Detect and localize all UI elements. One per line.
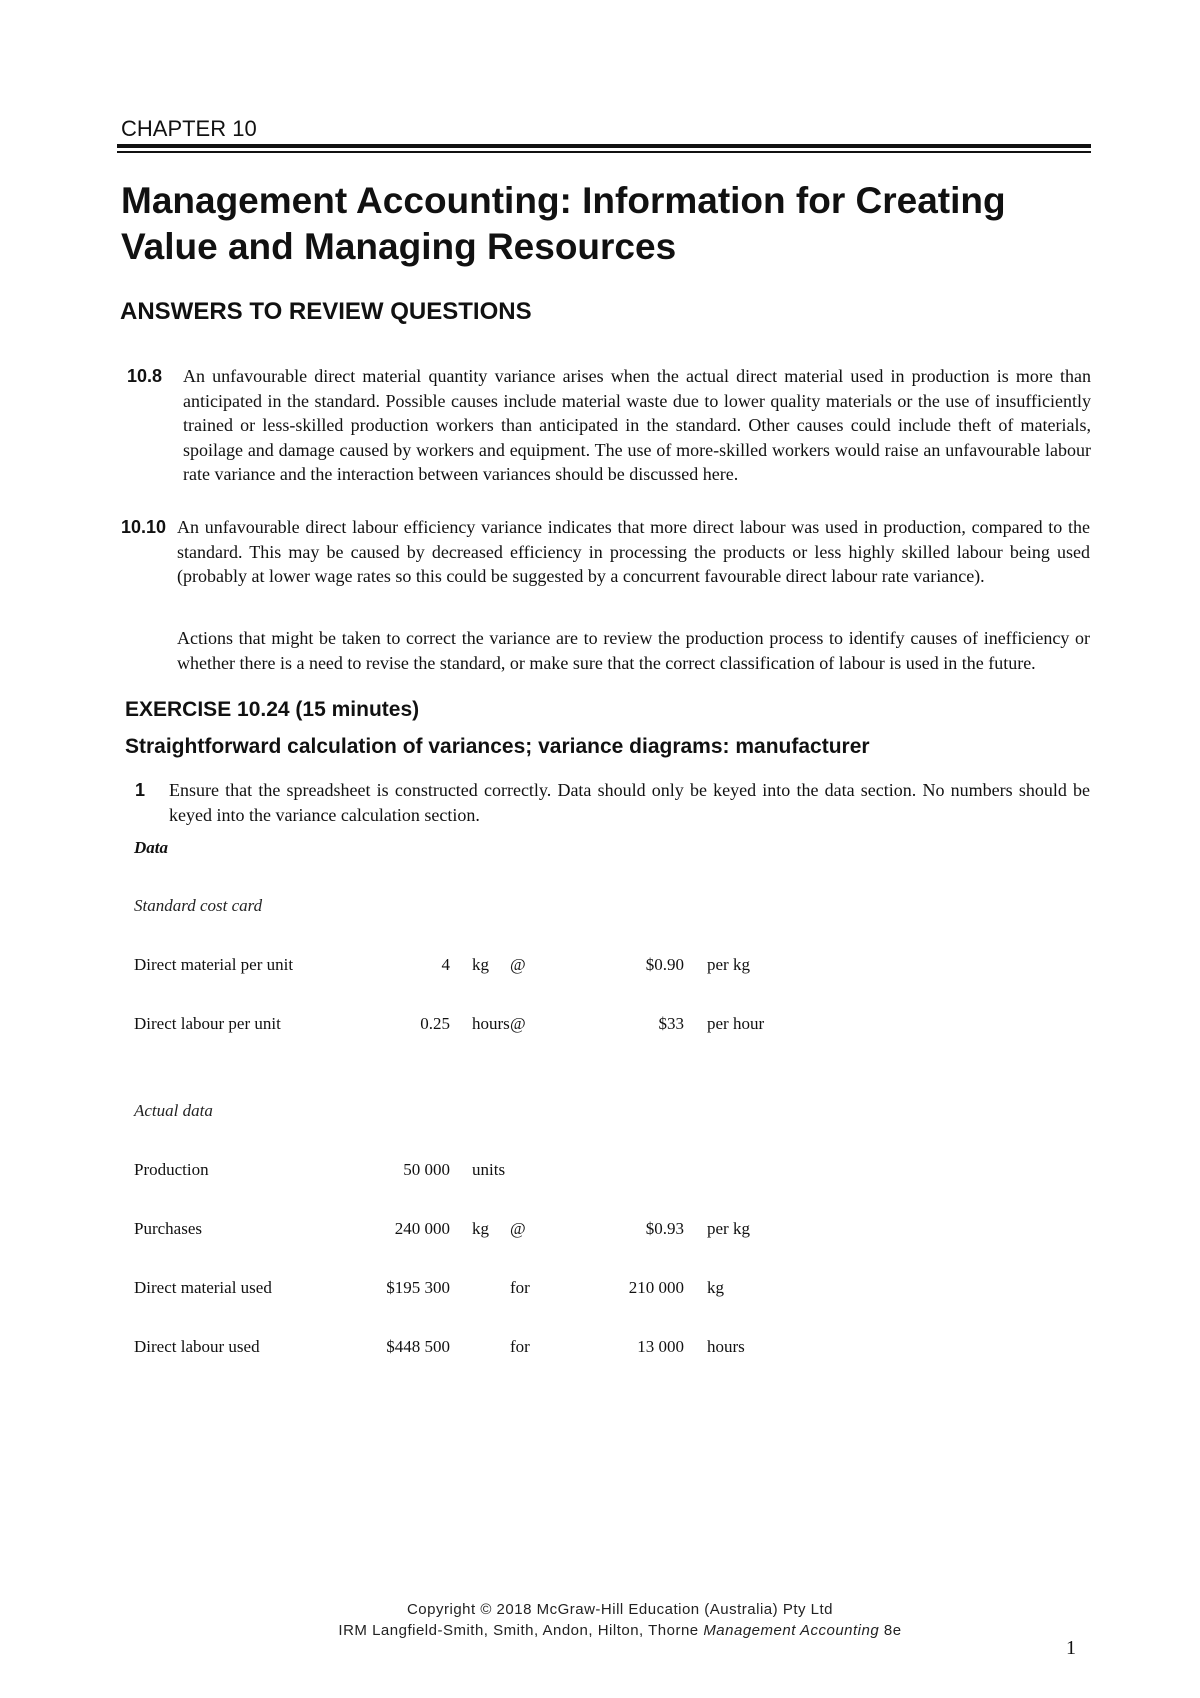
- exercise-item-text: Ensure that the spreadsheet is constructed correctly. Data should only be keyed into the data section. No numbers should be keyed into the variance calculation section.: [169, 780, 1090, 825]
- header-rule-thick: [117, 144, 1091, 148]
- question-number-10-8: 10.8: [127, 366, 163, 386]
- footer-copyright: Copyright © 2018 McGraw-Hill Education (Australia) Pty Ltd: [406, 1601, 834, 1618]
- footer-irm: [0, 1622, 1200, 1639]
- answer-10-10-paragraph-2: Actions that might be taken to correct the variance are to review the production process to identify causes of inefficiency or whether there is a need to revise the standard, or make sure that the correct classification of labour is used in the future.: [177, 628, 1090, 673]
- data-cell-label: Direct material used: [134, 1278, 272, 1297]
- chapter-label: CHAPTER 10: [121, 116, 257, 141]
- data-cell-per: kg: [707, 1278, 724, 1297]
- data-cell-amount: 50 000: [403, 1160, 450, 1179]
- answer-10-10-paragraph-1: An unfavourable direct labour efficiency variance indicates that more direct labour was used in production, compared to the standard. This may be caused by decreased efficiency in processing the products or less highly skilled labour being used (probably at lower wage rates so this could be suggested by a concurrent favourable direct labour rate variance).: [177, 517, 1090, 586]
- data-cell-amount: 0.25: [420, 1014, 450, 1033]
- data-cell-at: @: [510, 1219, 526, 1238]
- answer-10-8-paragraph: An unfavourable direct material quantity variance arises when the actual direct material used in production is more than anticipated in the standard. Possible causes include material waste due to lower quality materials or the use of insufficiently trained or less-skilled production workers than anticipated in the standard. Other causes could include theft of materials, spoilage and damage caused by workers and equipment. The use of more-skilled workers would raise an unfavourable labour rate variance and the interaction between variances should be discussed here.: [183, 366, 1091, 484]
- data-cell-label: Direct labour used: [134, 1337, 260, 1356]
- data-cell-unit: kg: [472, 1219, 489, 1238]
- data-cell-amount: 4: [441, 955, 450, 974]
- exercise-item-number: 1: [135, 780, 146, 800]
- data-cell-per: per kg: [707, 1219, 750, 1238]
- data-title: Data: [134, 838, 168, 857]
- chapter-title: Management Accounting: Information for Creating Value and Managing Resources: [121, 180, 1006, 267]
- footer-irm-authors: IRM Langfield-Smith, Smith, Andon, Hilton, Thorne: [338, 1622, 704, 1639]
- exercise-heading: EXERCISE 10.24 (15 minutes): [125, 698, 420, 721]
- page-number: 1: [1066, 1637, 1076, 1659]
- data-cell-rate: 210 000: [628, 1278, 684, 1297]
- data-cell-label: Purchases: [134, 1219, 202, 1238]
- data-cell-at: for: [510, 1337, 530, 1356]
- data-cell-per: per kg: [707, 955, 750, 974]
- data-cell-unit: kg: [472, 955, 489, 974]
- footer-irm-book: Management Accounting: [703, 1622, 880, 1639]
- data-cell-rate: $0.90: [645, 955, 684, 974]
- data-cell-per: per hour: [707, 1014, 765, 1033]
- data-cell-per: hours: [707, 1337, 745, 1356]
- answers-heading: ANSWERS TO REVIEW QUESTIONS: [120, 298, 532, 325]
- data-cell-unit: hours: [472, 1014, 510, 1033]
- data-cell-amount: $195 300: [386, 1278, 450, 1297]
- data-cell-amount: $448 500: [386, 1337, 450, 1356]
- data-cell-at: @: [510, 1014, 526, 1033]
- question-number-10-10: 10.10: [121, 517, 167, 537]
- data-cell-rate: $0.93: [645, 1219, 684, 1238]
- data-cell-label: Direct material per unit: [134, 955, 294, 974]
- data-cell-label: Direct labour per unit: [134, 1014, 281, 1033]
- data-cell-at: for: [510, 1278, 530, 1297]
- data-cell-rate: $33: [658, 1014, 684, 1033]
- exercise-subheading: Straightforward calculation of variances; variance diagrams: manufacturer: [125, 735, 870, 758]
- header-rule-thin: [117, 151, 1091, 153]
- data-cell-rate: 13 000: [637, 1337, 684, 1356]
- data-cell-amount: 240 000: [394, 1219, 450, 1238]
- actual-data-label: Actual data: [134, 1101, 213, 1120]
- standard-cost-card-label: Standard cost card: [134, 896, 263, 915]
- footer-irm-edition: 8e: [879, 1622, 902, 1639]
- data-cell-unit: units: [472, 1160, 506, 1179]
- data-cell-at: @: [510, 955, 526, 974]
- data-cell-label: Production: [134, 1160, 209, 1179]
